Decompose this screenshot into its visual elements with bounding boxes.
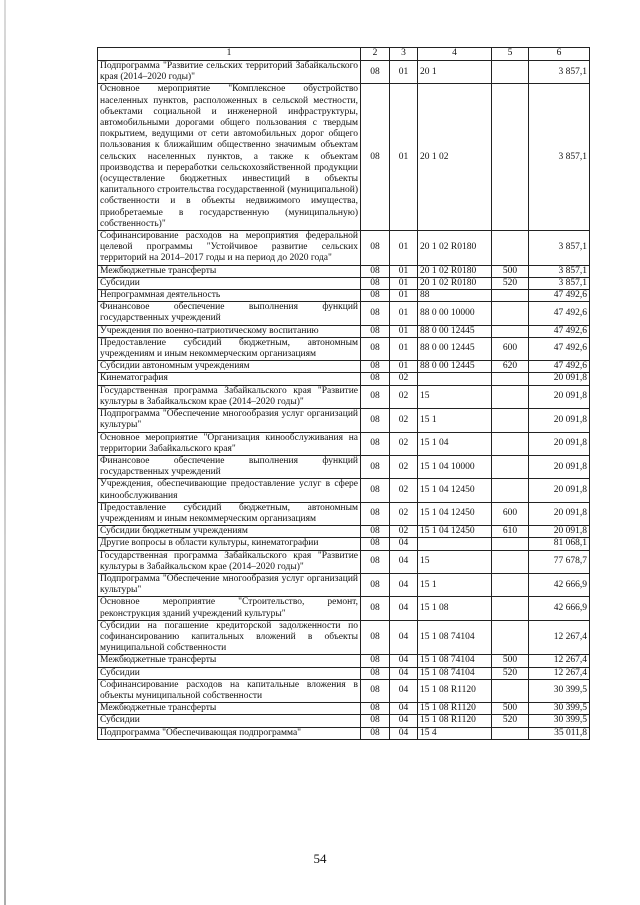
row-name-cell: Финансовое обеспечение выполнения функций государственных учреждений (98, 302, 361, 325)
row-subsection-cell: 01 (390, 290, 418, 302)
row-amount-cell: 20 091,8 (529, 479, 590, 502)
row-target-article-cell: 88 0 00 12445 (418, 337, 492, 360)
row-section-cell: 08 (361, 573, 390, 596)
row-name-cell: Основное мероприятие "Комплексное обустройство населенных пунктов, расположенных в сельской местности, объектами социальной и инженерной инфраструктуры, автомобильными дорогами общего пользования с твердым покрытием, ведущими от сети автомобильных дорог общего пользования к ближайшим общественно значимым объектам сельских населенных пунктов, а также к объектам производства и переработки сельскохозяйственной продукции (осуществление бюджетных инвестиций в объекты капитального строительства государственной (муниципальной) собственности и в объекты недвижимого имущества, приобретаемые в государственную (муниципальную) собственность)" (98, 84, 361, 231)
row-amount-cell: 47 492,6 (529, 325, 590, 337)
row-subsection-cell: 01 (390, 361, 418, 373)
table-row (98, 361, 590, 373)
table-header (98, 48, 590, 61)
row-target-article-cell: 15 1 (418, 573, 492, 596)
row-expense-type-cell (492, 479, 529, 502)
header-cell-1: 1 (98, 48, 361, 61)
table-row (98, 265, 590, 277)
row-expense-type-cell (492, 538, 529, 550)
row-subsection-cell: 04 (390, 667, 418, 679)
row-amount-cell: 42 666,9 (529, 597, 590, 620)
row-name-cell: Предоставление субсидий бюджетным, автономным учреждениям и иным некоммерческим организациям (98, 337, 361, 360)
header-cell-5: 5 (492, 48, 529, 61)
row-name-cell: Софинансирование расходов на капитальные вложения в объекты муниципальной собственности (98, 679, 361, 702)
table-row (98, 432, 590, 455)
row-target-article-cell: 88 0 00 10000 (418, 302, 492, 325)
row-name-cell: Государственная программа Забайкальского края "Развитие культуры в Забайкальском крае (2014–2020 годы)" (98, 550, 361, 573)
row-section-cell: 08 (361, 409, 390, 432)
table-row (98, 325, 590, 337)
row-target-article-cell: 20 1 02 R0180 (418, 265, 492, 277)
row-name-cell: Основное мероприятие "Организация кинообслуживания на территории Забайкальского края" (98, 432, 361, 455)
row-amount-cell: 3 857,1 (529, 231, 590, 266)
row-section-cell: 08 (361, 538, 390, 550)
table-row (98, 337, 590, 360)
table-row (98, 679, 590, 702)
table-row (98, 290, 590, 302)
table-row (98, 502, 590, 525)
row-target-article-cell: 20 1 02 R0180 (418, 231, 492, 266)
row-name-cell: Софинансирование расходов на мероприятия федеральной целевой программы "Устойчивое развитие сельских территорий на 2014–2017 годы и на период до 2020 года" (98, 231, 361, 266)
row-target-article-cell: 15 1 (418, 409, 492, 432)
row-section-cell: 08 (361, 715, 390, 727)
row-amount-cell: 47 492,6 (529, 302, 590, 325)
row-section-cell: 08 (361, 61, 390, 84)
row-expense-type-cell: 520 (492, 277, 529, 289)
row-subsection-cell: 01 (390, 84, 418, 231)
row-section-cell: 08 (361, 679, 390, 702)
row-subsection-cell: 01 (390, 231, 418, 266)
row-subsection-cell: 02 (390, 385, 418, 408)
row-amount-cell: 3 857,1 (529, 265, 590, 277)
row-subsection-cell: 04 (390, 703, 418, 715)
row-target-article-cell: 88 0 00 12445 (418, 325, 492, 337)
row-section-cell: 08 (361, 290, 390, 302)
row-amount-cell: 3 857,1 (529, 277, 590, 289)
row-expense-type-cell (492, 573, 529, 596)
row-target-article-cell: 15 1 08 R1120 (418, 679, 492, 702)
row-section-cell: 08 (361, 655, 390, 667)
table-row (98, 61, 590, 84)
row-section-cell: 08 (361, 620, 390, 655)
row-name-cell: Подпрограмма "Обеспечение многообразия услуг организаций культуры" (98, 573, 361, 596)
row-expense-type-cell (492, 455, 529, 478)
row-target-article-cell: 15 1 08 74104 (418, 667, 492, 679)
header-cell-4: 4 (418, 48, 492, 61)
row-amount-cell: 81 068,1 (529, 538, 590, 550)
row-name-cell: Предоставление субсидий бюджетным, автономным учреждениям и иным некоммерческим организациям (98, 502, 361, 525)
row-amount-cell: 20 091,8 (529, 502, 590, 525)
table-row (98, 727, 590, 739)
row-amount-cell: 20 091,8 (529, 526, 590, 538)
row-subsection-cell: 01 (390, 277, 418, 289)
row-amount-cell: 3 857,1 (529, 84, 590, 231)
scan-edge (4, 0, 6, 905)
row-section-cell: 08 (361, 277, 390, 289)
row-section-cell: 08 (361, 455, 390, 478)
row-name-cell: Непрограммная деятельность (98, 290, 361, 302)
table-row (98, 277, 590, 289)
row-section-cell: 08 (361, 302, 390, 325)
row-subsection-cell: 01 (390, 265, 418, 277)
row-target-article-cell: 15 1 08 (418, 597, 492, 620)
row-subsection-cell: 01 (390, 337, 418, 360)
row-amount-cell: 47 492,6 (529, 290, 590, 302)
table-row (98, 455, 590, 478)
row-expense-type-cell (492, 432, 529, 455)
header-cell-3: 3 (390, 48, 418, 61)
row-expense-type-cell: 600 (492, 502, 529, 525)
row-name-cell: Финансовое обеспечение выполнения функций государственных учреждений (98, 455, 361, 478)
row-target-article-cell: 15 1 04 10000 (418, 455, 492, 478)
row-section-cell: 08 (361, 373, 390, 385)
row-target-article-cell: 15 1 08 R1120 (418, 703, 492, 715)
row-target-article-cell: 20 1 02 R0180 (418, 277, 492, 289)
row-subsection-cell: 04 (390, 573, 418, 596)
row-subsection-cell: 01 (390, 61, 418, 84)
row-target-article-cell (418, 373, 492, 385)
row-target-article-cell: 20 1 (418, 61, 492, 84)
row-target-article-cell (418, 538, 492, 550)
row-subsection-cell: 04 (390, 620, 418, 655)
row-amount-cell: 20 091,8 (529, 385, 590, 408)
row-name-cell: Основное мероприятие "Строительство, ремонт, реконструкция зданий учреждений культуры" (98, 597, 361, 620)
row-expense-type-cell: 620 (492, 361, 529, 373)
row-amount-cell: 3 857,1 (529, 61, 590, 84)
row-expense-type-cell (492, 61, 529, 84)
row-name-cell: Межбюджетные трансферты (98, 265, 361, 277)
row-expense-type-cell (492, 231, 529, 266)
row-expense-type-cell: 600 (492, 337, 529, 360)
row-name-cell: Подпрограмма "Развитие сельских территорий Забайкальского края (2014–2020 годы)" (98, 61, 361, 84)
row-subsection-cell: 02 (390, 526, 418, 538)
row-amount-cell: 12 267,4 (529, 655, 590, 667)
row-amount-cell: 77 678,7 (529, 550, 590, 573)
table-row (98, 302, 590, 325)
table-row (98, 84, 590, 231)
table-row (98, 715, 590, 727)
row-subsection-cell: 04 (390, 550, 418, 573)
row-subsection-cell: 02 (390, 455, 418, 478)
row-section-cell: 08 (361, 550, 390, 573)
table-row (98, 703, 590, 715)
row-expense-type-cell: 500 (492, 703, 529, 715)
row-target-article-cell: 15 1 04 (418, 432, 492, 455)
row-subsection-cell: 02 (390, 432, 418, 455)
row-amount-cell: 20 091,8 (529, 409, 590, 432)
row-expense-type-cell (492, 84, 529, 231)
row-expense-type-cell (492, 290, 529, 302)
table-row (98, 667, 590, 679)
row-target-article-cell: 88 0 00 12445 (418, 361, 492, 373)
row-amount-cell: 30 399,5 (529, 715, 590, 727)
row-amount-cell: 12 267,4 (529, 620, 590, 655)
row-expense-type-cell (492, 373, 529, 385)
row-subsection-cell: 04 (390, 655, 418, 667)
row-name-cell: Учреждения по военно-патриотическому воспитанию (98, 325, 361, 337)
row-name-cell: Подпрограмма "Обеспечивающая подпрограмма" (98, 727, 361, 739)
header-cell-6: 6 (529, 48, 590, 61)
row-amount-cell: 47 492,6 (529, 337, 590, 360)
row-name-cell: Субсидии (98, 277, 361, 289)
row-name-cell: Кинематография (98, 373, 361, 385)
row-name-cell: Субсидии бюджетным учреждениям (98, 526, 361, 538)
table-row (98, 620, 590, 655)
table-row (98, 385, 590, 408)
row-section-cell: 08 (361, 361, 390, 373)
row-name-cell: Другие вопросы в области культуры, кинематографии (98, 538, 361, 550)
row-expense-type-cell: 520 (492, 715, 529, 727)
row-amount-cell: 30 399,5 (529, 703, 590, 715)
row-subsection-cell: 02 (390, 502, 418, 525)
row-section-cell: 08 (361, 432, 390, 455)
row-amount-cell: 20 091,8 (529, 455, 590, 478)
row-section-cell: 08 (361, 325, 390, 337)
row-amount-cell: 12 267,4 (529, 667, 590, 679)
row-section-cell: 08 (361, 526, 390, 538)
row-target-article-cell: 15 1 04 12450 (418, 526, 492, 538)
budget-table (97, 47, 590, 740)
page-number: 54 (313, 851, 327, 866)
row-expense-type-cell: 500 (492, 655, 529, 667)
row-target-article-cell: 15 1 08 74104 (418, 620, 492, 655)
row-section-cell: 08 (361, 667, 390, 679)
row-subsection-cell: 04 (390, 715, 418, 727)
row-section-cell: 08 (361, 385, 390, 408)
row-target-article-cell: 15 (418, 385, 492, 408)
row-amount-cell: 47 492,6 (529, 361, 590, 373)
table-row (98, 573, 590, 596)
row-target-article-cell: 15 1 04 12450 (418, 479, 492, 502)
row-target-article-cell: 15 1 04 12450 (418, 502, 492, 525)
row-amount-cell: 30 399,5 (529, 679, 590, 702)
row-target-article-cell: 15 1 08 74104 (418, 655, 492, 667)
row-target-article-cell: 88 (418, 290, 492, 302)
table-body (98, 61, 590, 740)
header-row (98, 48, 590, 61)
row-section-cell: 08 (361, 597, 390, 620)
row-expense-type-cell (492, 597, 529, 620)
row-subsection-cell: 04 (390, 597, 418, 620)
row-amount-cell: 20 091,8 (529, 432, 590, 455)
row-section-cell: 08 (361, 231, 390, 266)
row-name-cell: Учреждения, обеспечивающие предоставление услуг в сфере кинообслуживания (98, 479, 361, 502)
row-expense-type-cell (492, 679, 529, 702)
row-expense-type-cell: 520 (492, 667, 529, 679)
row-subsection-cell: 02 (390, 373, 418, 385)
table-row (98, 373, 590, 385)
table-row (98, 597, 590, 620)
row-subsection-cell: 04 (390, 679, 418, 702)
table-row (98, 231, 590, 266)
row-subsection-cell: 01 (390, 325, 418, 337)
row-section-cell: 08 (361, 265, 390, 277)
row-subsection-cell: 04 (390, 538, 418, 550)
row-name-cell: Межбюджетные трансферты (98, 703, 361, 715)
row-subsection-cell: 04 (390, 727, 418, 739)
row-subsection-cell: 01 (390, 302, 418, 325)
row-expense-type-cell (492, 325, 529, 337)
row-expense-type-cell (492, 550, 529, 573)
row-amount-cell: 35 011,8 (529, 727, 590, 739)
header-cell-2: 2 (361, 48, 390, 61)
row-target-article-cell: 15 (418, 550, 492, 573)
table-row (98, 538, 590, 550)
row-name-cell: Субсидии (98, 715, 361, 727)
row-amount-cell: 20 091,8 (529, 373, 590, 385)
row-section-cell: 08 (361, 502, 390, 525)
row-section-cell: 08 (361, 337, 390, 360)
row-name-cell: Межбюджетные трансферты (98, 655, 361, 667)
row-name-cell: Субсидии автономным учреждениям (98, 361, 361, 373)
row-expense-type-cell (492, 302, 529, 325)
row-section-cell: 08 (361, 84, 390, 231)
row-expense-type-cell: 500 (492, 265, 529, 277)
row-target-article-cell: 15 1 08 R1120 (418, 715, 492, 727)
row-name-cell: Подпрограмма "Обеспечение многообразия услуг организаций культуры" (98, 409, 361, 432)
row-section-cell: 08 (361, 727, 390, 739)
table-row (98, 550, 590, 573)
row-target-article-cell: 20 1 02 (418, 84, 492, 231)
row-amount-cell: 42 666,9 (529, 573, 590, 596)
row-section-cell: 08 (361, 703, 390, 715)
row-target-article-cell: 15 4 (418, 727, 492, 739)
table-row (98, 526, 590, 538)
row-subsection-cell: 02 (390, 479, 418, 502)
row-name-cell: Субсидии (98, 667, 361, 679)
row-subsection-cell: 02 (390, 409, 418, 432)
row-expense-type-cell: 610 (492, 526, 529, 538)
row-expense-type-cell (492, 409, 529, 432)
row-expense-type-cell (492, 620, 529, 655)
table-row (98, 479, 590, 502)
row-name-cell: Государственная программа Забайкальского края "Развитие культуры в Забайкальском крае (2014–2020 годы)" (98, 385, 361, 408)
table-row (98, 409, 590, 432)
row-name-cell: Субсидии на погашение кредиторской задолженности по софинансированию капитальных вложений в объекты муниципальной собственности (98, 620, 361, 655)
row-section-cell: 08 (361, 479, 390, 502)
row-expense-type-cell (492, 385, 529, 408)
row-expense-type-cell (492, 727, 529, 739)
table-row (98, 655, 590, 667)
